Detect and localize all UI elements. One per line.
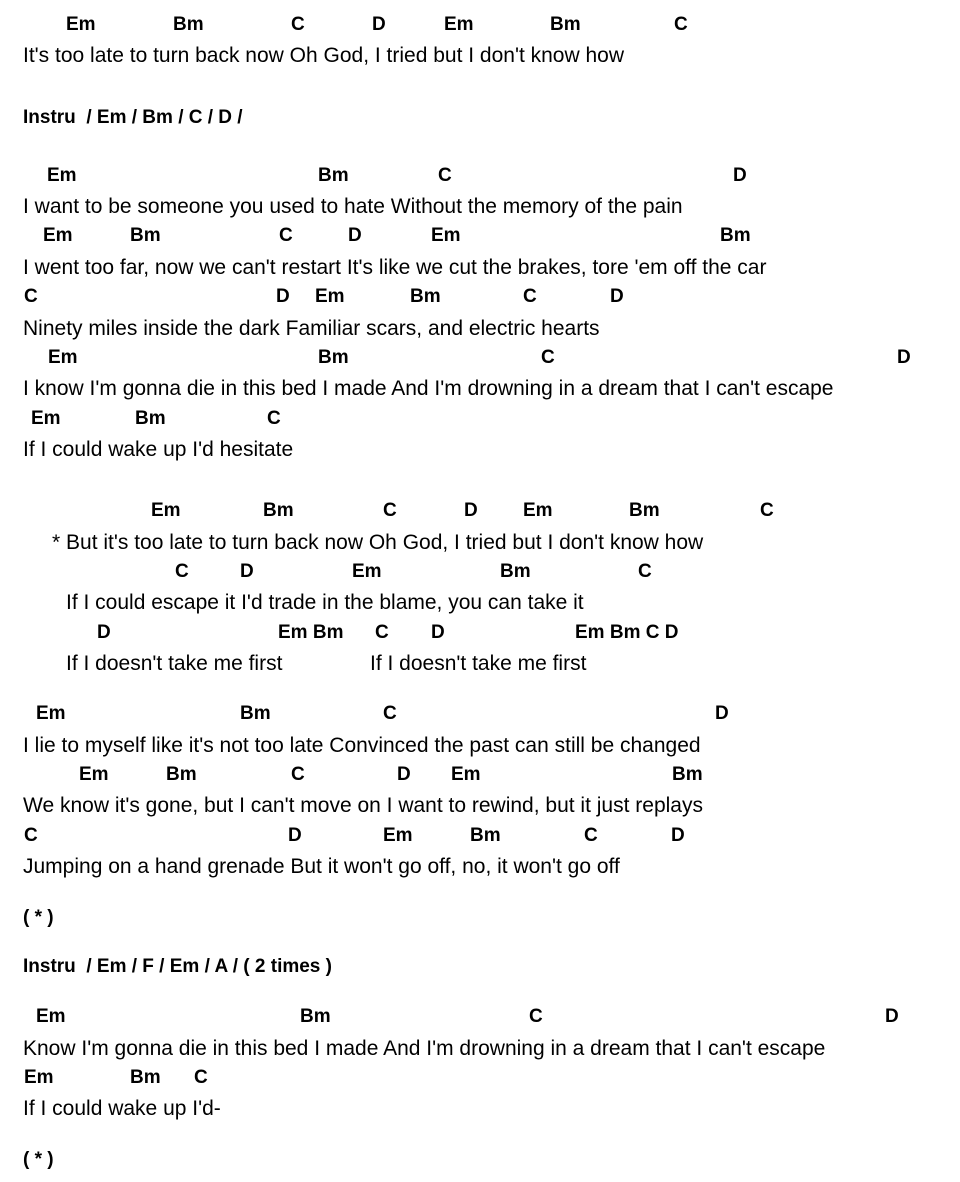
lyric-line: Jumping on a hand grenade But it won't go off, no, it won't go off [23,855,620,878]
chord: C [24,286,38,307]
chord: Bm [550,14,581,35]
chord: D [671,825,685,846]
chord: D [397,764,411,785]
chord: C [383,703,397,724]
chord: C [529,1006,543,1027]
chord: D [733,165,747,186]
lyric-line: I lie to myself like it's not too late Convinced the past can still be changed [23,734,701,757]
chord: Bm [300,1006,331,1027]
chord: C [291,764,305,785]
chord: C [383,500,397,521]
lyric-line: * But it's too late to turn back now Oh God, I tried but I don't know how [52,531,704,554]
chord: C [638,561,652,582]
chord: Em [48,347,78,368]
chord: Em Bm C D [575,622,679,643]
chord: Em [36,1006,66,1027]
lyric-line: I know I'm gonna die in this bed I made And I'm drowning in a dream that I can't escape [23,377,834,400]
chord: D [288,825,302,846]
chord: Em [47,165,77,186]
lyric-line: I went too far, now we can't restart It's like we cut the brakes, tore 'em off the car [23,256,767,279]
chord: Em [315,286,345,307]
chord: Bm [720,225,751,246]
chord: Em [31,408,61,429]
chord: Em [151,500,181,521]
chord: Em Bm [278,622,344,643]
chord: Em [352,561,382,582]
lyric-line: Ninety miles inside the dark Familiar scars, and electric hearts [23,317,600,340]
chord: Bm [166,764,197,785]
chord: D [610,286,624,307]
chord: C [267,408,281,429]
chord: Bm [263,500,294,521]
lyric-line: If I could wake up I'd- [23,1097,221,1120]
chorus-reference: ( * ) [23,907,54,928]
chord: Em [24,1067,54,1088]
chord: Em [451,764,481,785]
chord: C [584,825,598,846]
chord: Em [43,225,73,246]
chord: D [97,622,111,643]
chord: Em [431,225,461,246]
chord: C [175,561,189,582]
lyric-line: If I doesn't take me first [370,652,587,675]
chord: Bm [130,1067,161,1088]
lyric-line: If I could escape it I'd trade in the blame, you can take it [66,591,584,614]
chord: D [885,1006,899,1027]
chord: C [375,622,389,643]
chord: Em [523,500,553,521]
chord: Bm [240,703,271,724]
chord: Em [383,825,413,846]
chord: C [541,347,555,368]
chord: Em [36,703,66,724]
lyric-line: It's too late to turn back now Oh God, I tried but I don't know how [23,44,625,67]
lyric-line: We know it's gone, but I can't move on I want to rewind, but it just replays [23,794,703,817]
lyric-line: I want to be someone you used to hate Without the memory of the pain [23,195,683,218]
chord: D [431,622,445,643]
chord: C [279,225,293,246]
chord: C [523,286,537,307]
chord: Em [79,764,109,785]
chord: Bm [500,561,531,582]
chord: Bm [470,825,501,846]
lyric-line: If I doesn't take me first [66,652,283,675]
chord: Bm [410,286,441,307]
chord: Bm [135,408,166,429]
chord: D [240,561,254,582]
chord: D [897,347,911,368]
chord: Bm [318,165,349,186]
lyric-line: If I could wake up I'd hesitate [23,438,294,461]
chord: D [715,703,729,724]
chord: C [760,500,774,521]
chord: Em [444,14,474,35]
chord: Bm [318,347,349,368]
lyric-line: Know I'm gonna die in this bed I made And I'm drowning in a dream that I can't escape [23,1037,826,1060]
chorus-reference: ( * ) [23,1149,54,1170]
instrumental-heading: Instru / Em / F / Em / A / ( 2 times ) [23,956,332,977]
chord: C [194,1067,208,1088]
chord: C [291,14,305,35]
chord: Bm [672,764,703,785]
chord: Em [66,14,96,35]
chord: C [24,825,38,846]
chord: D [348,225,362,246]
instrumental-heading: Instru / Em / Bm / C / D / [23,107,243,128]
chord: D [464,500,478,521]
chord: Bm [629,500,660,521]
chord: Bm [173,14,204,35]
chord: C [438,165,452,186]
chord: D [372,14,386,35]
chord: C [674,14,688,35]
chord: D [276,286,290,307]
chord: Bm [130,225,161,246]
